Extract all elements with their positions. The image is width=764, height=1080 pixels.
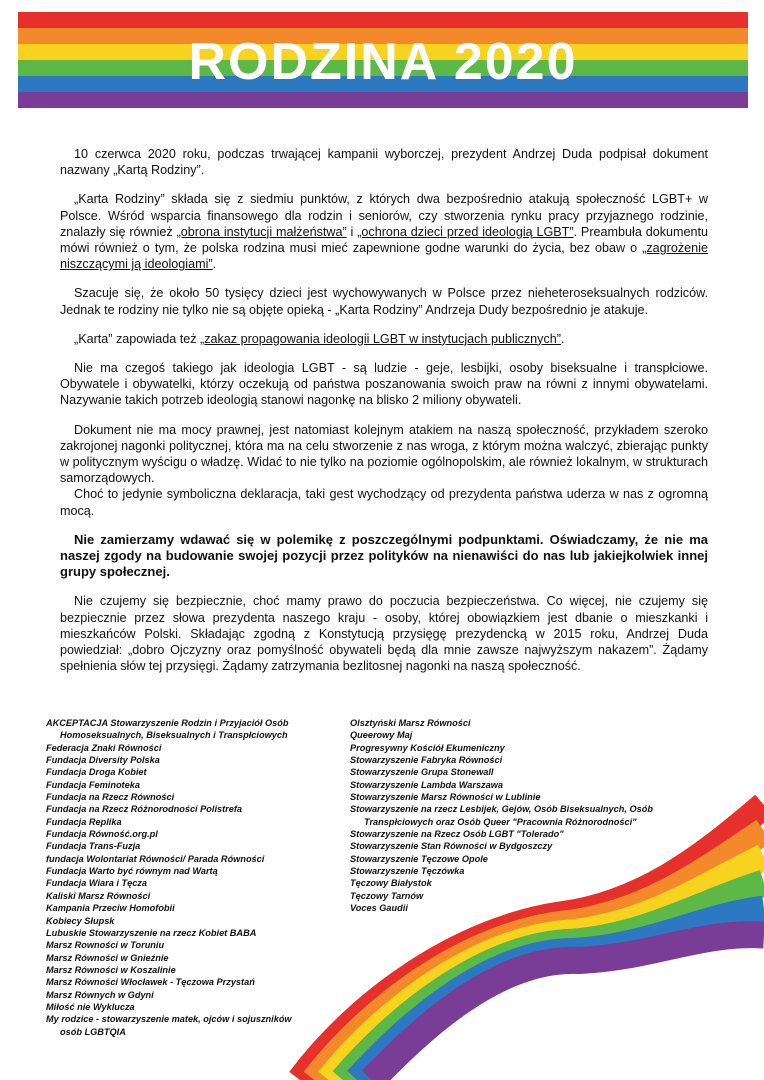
signatory-item: Tęczowy Białystok <box>350 878 432 889</box>
signatory-item: Lubuskie Stowarzyszenie na rzecz Kobiet BABA <box>46 927 257 938</box>
signatory-item: Stowarzyszenie Fabryka Równości <box>350 755 503 766</box>
quote-marriage: „obrona instytucji małżeństwa” <box>176 224 347 239</box>
signatory-item: Stowarzyszenie Tęczowe Opole <box>350 853 488 864</box>
signatory-item: Marsz Równości w Koszalinie <box>46 964 176 975</box>
page-title: RODZINA 2020 <box>188 33 578 91</box>
signatory-item: Progresywny Kościół Ekumeniczny <box>350 742 505 753</box>
signatory-item: Stowarzyszenie Marsz Równości w Lublinie <box>350 792 541 803</box>
rainbow-header-banner <box>18 12 748 108</box>
signatory-item: Fundacja na Rzecz Różnorodności Polistrefa <box>46 804 243 815</box>
signatory-item: AKCEPTACJA Stowarzyszenie Rodzin i Przyjaciół Osób Homoseksualnych, Biseksualnych i Transpłciowych <box>46 718 289 741</box>
signatory-item: Miłość nie Wyklucza <box>46 1001 135 1012</box>
signatory-item: Stowarzyszenie na rzecz Lesbijek, Gejów, Osób Biseksualnych, Osób Transpłciowych oraz Osób Queer "Pracownia Różnorodności" <box>350 804 653 827</box>
signatory-item: Voces Gaudii <box>350 903 408 914</box>
paragraph-3: Szacuje się, że około 50 tysięcy dzieci jest wychowywanych w Polsce przez nieheteroseksualnych rodziców. Jednak te rodziny nie tylko nie są objęte opieką - „Karta Rodziny” Andrzeja Dudy bezpośrednio je atakuje. <box>60 286 708 317</box>
signatories-right-column <box>350 717 700 915</box>
signatory-item: Tęczowy Tarnów <box>350 890 424 901</box>
signatory-item: Stowarzyszenie Tęczówka <box>350 866 465 877</box>
signatory-item: Kaliski Marsz Równości <box>46 890 151 901</box>
signatory-item: Marsz Równości w Gnieźnie <box>46 952 169 963</box>
signatory-item: Fundacja Diversity Polska <box>46 755 160 766</box>
signatory-item: My rodzice - stowarzyszenie matek, ojców i sojuszników osób LGBTQIA <box>46 1014 292 1037</box>
signatory-item: Fundacja Wiara i Tęcza <box>46 878 148 889</box>
paragraph-4: „Karta” zapowiada też „zakaz propagowania ideologii LGBT w instytucjach publicznych”. <box>74 331 565 346</box>
signatory-item: Federacja Znaki Równości <box>46 742 162 753</box>
signatory-item: Fundacja Feminoteka <box>46 779 140 790</box>
signatory-item: Stowarzyszenie na Rzecz Osób LGBT "Tolerado" <box>350 829 564 840</box>
signatories-left-column <box>46 717 336 1038</box>
signatory-item: Stowarzyszenie Lambda Warszawa <box>350 779 504 790</box>
paragraph-9: Nie czujemy się bezpiecznie, choć mamy prawo do poczucia bezpieczeństwa. Co więcej, nie czujemy się bezpiecznie przez słowa prezydenta naszego kraju - osoby, której obowiązkiem jest dbanie o mieszkanki i mieszkańców Polski. Składając zgodną z Konstytucją przysięgę prezydencką w 2015 roku, Andrzej Duda powiedział: „dobro Ojczyzny oraz pomyślność obywateli będą dla mnie zawsze najwyższym nakazem”. Żądamy spełnienia słów tej przysięgi. Żądamy zatrzymania bezlitosnej nagonki na naszą społeczność. <box>60 594 708 674</box>
signatory-item: Marsz Rowności w Toruniu <box>46 940 165 951</box>
paragraph-1: 10 czerwca 2020 roku, podczas trwającej kampanii wyborczej, prezydent Andrzej Duda podpisał dokument nazwany „Kartą Rodziny”. <box>60 147 708 178</box>
signatory-item: Kampania Przeciw Homofobii <box>46 903 175 914</box>
signatory-item: Fundacja Warto być równym nad Wartą <box>46 866 218 877</box>
paragraph-declaration: Nie zamierzamy wdawać się w polemikę z poszczególnymi podpunktami. Oświadczamy, że nie ma naszej zgody na budowanie swojej pozycji przez polityków na nienawiści do nas lub jakiejkolwiek innej grupy społecznej. <box>60 531 708 580</box>
signatory-item: Stowarzyszenie Grupa Stonewall <box>350 767 494 778</box>
signatory-item: fundacja Wolontariat Równości/ Parada Równości <box>46 853 265 864</box>
quote-children: „ochrona dzieci przed ideologią LGBT” <box>357 224 574 239</box>
signatory-item: Stowarzyszenie Stan Równości w Bydgoszczy <box>350 841 553 852</box>
signatory-item: Fundacja Replika <box>46 816 122 827</box>
signatory-item: Fundacja Droga Kobiet <box>46 767 147 778</box>
signatory-item: Fundacja na Rzecz Równości <box>46 792 175 803</box>
quote-ban: „zakaz propagowania ideologii LGBT w instytucjach publicznych” <box>200 331 561 346</box>
signatory-item: Kobiecy Słupsk <box>46 915 115 926</box>
paragraph-2: „Karta Rodziny” składa się z siedmiu punktów, z których dwa bezpośrednio atakują społeczność LGBT+ w Polsce. Wśród wsparcia finansowego dla rodzin i seniorów, czy stworzenia rynku pracy przyjaznego rodzinie, znalazły się również „obrona instytucji małżeństwa” i „ochrona dzieci przed ideologią LGBT”. Preambuła dokumentu mówi również o tym, że polska rodzina musi mieć zapewnione godne warunki do życia, bez obaw o „zagrożenie niszczącymi ją ideologiami”. <box>60 192 709 272</box>
signatory-item: Marsz Równości Włocławek - Tęczowa Przystań <box>46 977 255 988</box>
signatory-item: Fundacja Trans-Fuzja <box>46 841 141 852</box>
statement-body <box>60 146 708 687</box>
signatory-item: Marsz Równych w Gdyni <box>46 989 154 1000</box>
quote-ideologies: „zagrożenie niszczącymi ją ideologiami” <box>60 241 708 272</box>
signatory-item: Olsztyński Marsz Równości <box>350 718 471 728</box>
signatory-item: Queerowy Maj <box>350 730 413 741</box>
paragraph-7: Choć to jedynie symboliczna deklaracja, taki gest wychodzący od prezydenta państwa uderza w nas z ogromną mocą. <box>60 487 708 518</box>
paragraph-5: Nie ma czegoś takiego jak ideologia LGBT - są ludzie - geje, lesbijki, osoby biseksualne i transpłciowe. Obywatele i obywatelki, którzy oczekują od państwa poszanowania swoich praw na równi z innymi obywatelami. Nazywanie takich potrzeb ideologią stanowi nagonkę na blisko 2 miliony obywateli. <box>60 361 708 408</box>
signatory-item: Fundacja Równość.org.pl <box>46 829 158 840</box>
paragraph-6: Dokument nie ma mocy prawnej, jest natomiast kolejnym atakiem na naszą społeczność, przykładem szeroko zakrojonej nagonki politycznej, która ma na celu stworzenie z nas wroga, z którym można walczyć, zbierając punkty w politycznym wyścigu o władzę. Widać to nie tylko na poziomie ogólnopolskim, ale również lokalnym, w strukturach samorządowych. <box>60 422 708 486</box>
